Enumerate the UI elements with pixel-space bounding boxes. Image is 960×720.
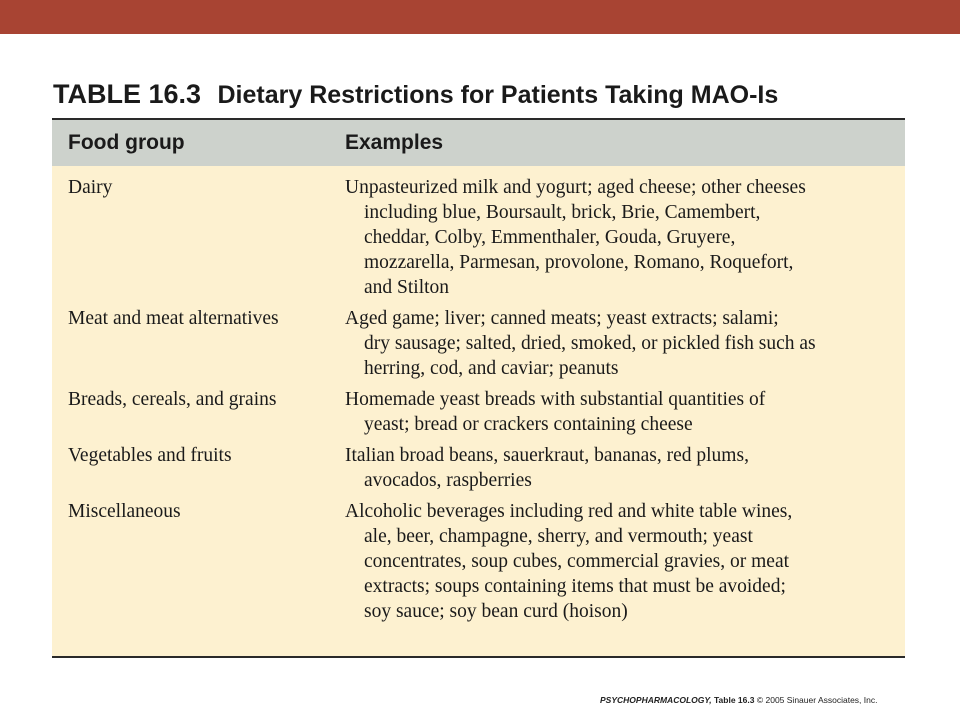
table-row	[52, 499, 905, 624]
examples-cell	[345, 443, 895, 493]
table-header-row	[52, 120, 905, 166]
examples-cell	[345, 387, 895, 437]
examples-cell	[345, 175, 895, 300]
table-title	[53, 74, 778, 119]
examples-line: avocados, raspberries	[364, 470, 532, 491]
examples-line: herring, cod, and caviar; peanuts	[364, 358, 619, 379]
examples-line: dry sausage; salted, dried, smoked, or pickled fish such as	[364, 333, 816, 354]
food-group-cell: Breads, cereals, and grains	[68, 389, 277, 410]
examples-line: Unpasteurized milk and yogurt; aged cheese; other cheeses	[345, 177, 806, 198]
food-group-cell: Meat and meat alternatives	[68, 308, 279, 329]
top-accent-bar	[0, 0, 960, 34]
table-row	[52, 306, 905, 381]
examples-line: including blue, Boursault, brick, Brie, Camembert,	[364, 202, 761, 223]
food-group-cell: Miscellaneous	[68, 501, 181, 522]
table-body	[52, 175, 905, 630]
examples-line: yeast; bread or crackers containing cheese	[364, 414, 693, 435]
credit-table-ref: Table 16.3	[714, 695, 755, 705]
credit-copyright: © 2005 Sinauer Associates, Inc.	[756, 695, 878, 705]
food-group-cell: Vegetables and fruits	[68, 445, 232, 466]
table-caption: Dietary Restrictions for Patients Taking MAO-Is	[217, 81, 779, 109]
examples-line: Homemade yeast breads with substantial quantities of	[345, 389, 766, 410]
credit-book-title: PSYCHOPHARMACOLOGY,	[600, 695, 712, 705]
examples-line: Aged game; liver; canned meats; yeast extracts; salami;	[345, 308, 779, 329]
table-row	[52, 443, 905, 493]
restrictions-table	[52, 118, 905, 658]
examples-line: soy sauce; soy bean curd (hoison)	[364, 601, 628, 622]
examples-line: mozzarella, Parmesan, provolone, Romano, Roquefort,	[364, 252, 794, 273]
table-number: TABLE 16.3	[53, 79, 202, 109]
table-row	[52, 387, 905, 437]
examples-cell	[345, 499, 895, 624]
column-header-examples: Examples	[345, 131, 444, 154]
source-credit	[600, 695, 877, 705]
table-row	[52, 175, 905, 300]
column-header-food-group: Food group	[68, 131, 185, 154]
examples-line: extracts; soups containing items that must be avoided;	[364, 576, 786, 597]
examples-line: Alcoholic beverages including red and white table wines,	[345, 501, 793, 522]
examples-line: Italian broad beans, sauerkraut, bananas, red plums,	[345, 445, 749, 466]
examples-line: cheddar, Colby, Emmenthaler, Gouda, Gruyere,	[364, 227, 736, 248]
food-group-cell: Dairy	[68, 177, 113, 198]
examples-line: ale, beer, champagne, sherry, and vermouth; yeast	[364, 526, 753, 547]
examples-line: and Stilton	[364, 277, 450, 298]
examples-line: concentrates, soup cubes, commercial gravies, or meat	[364, 551, 790, 572]
examples-cell	[345, 306, 895, 381]
